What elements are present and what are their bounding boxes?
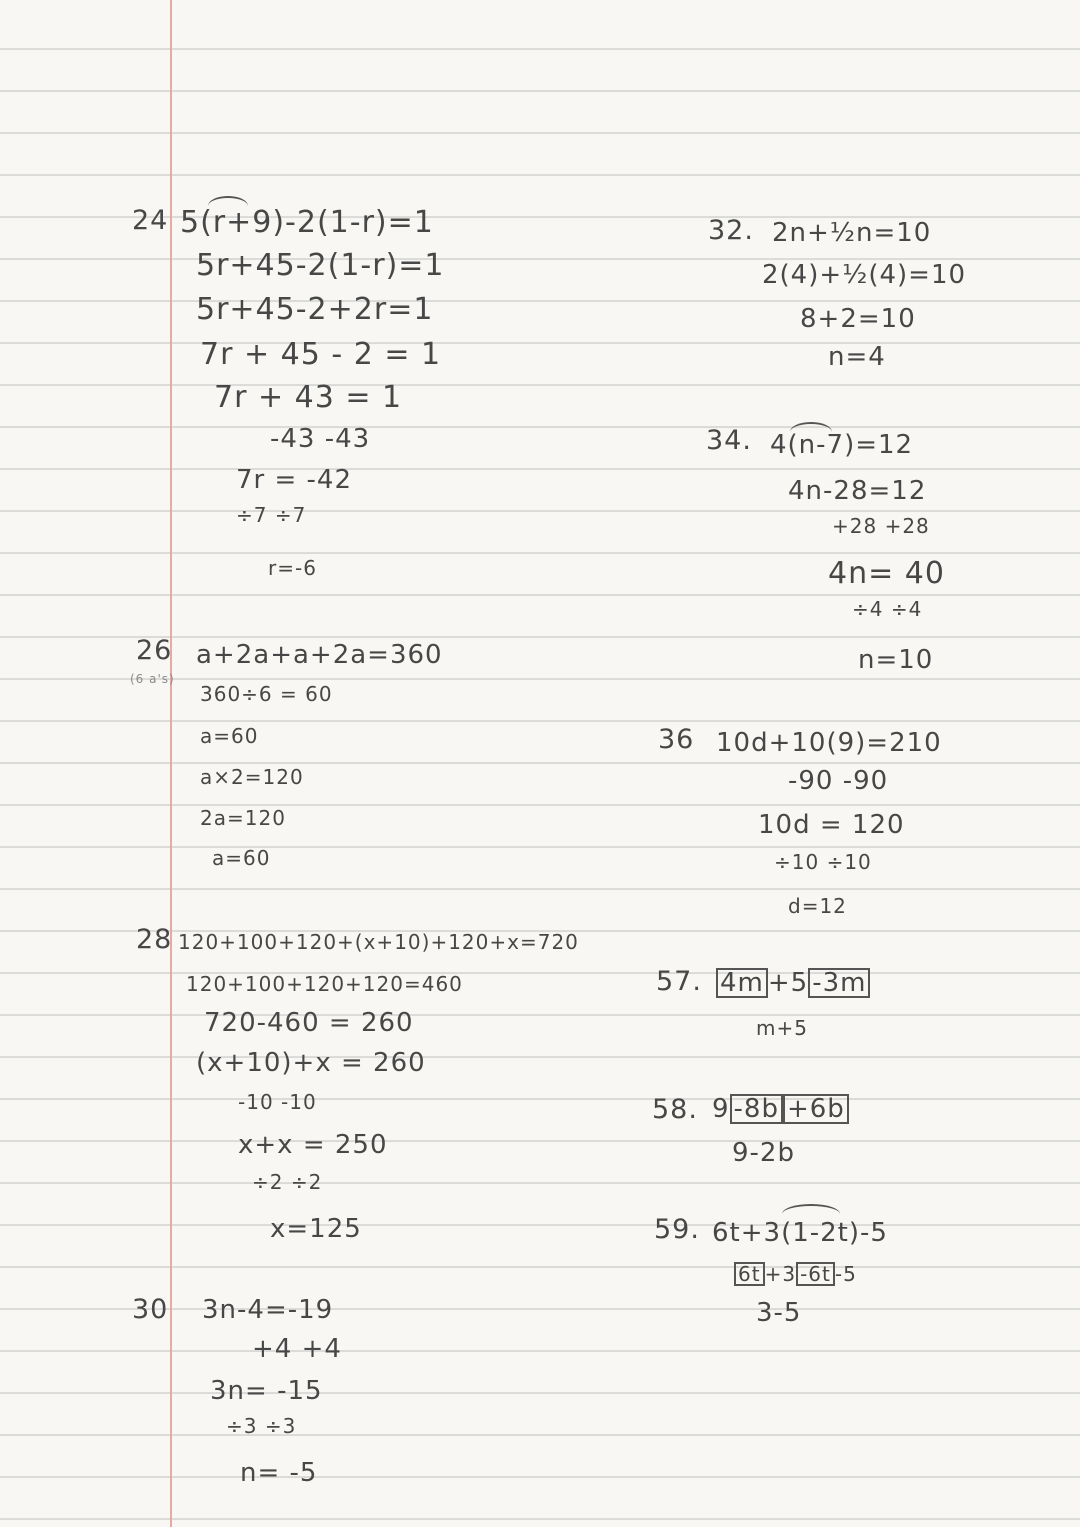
equation-line: r=-6 [268,556,317,580]
equation-line: +4 +4 [252,1334,342,1364]
equation-line: ÷3 ÷3 [226,1414,297,1438]
boxed-term: -8b [730,1094,783,1124]
equation-line: m+5 [756,1016,808,1040]
equation-line: 5(r+9)-2(1-r)=1 [180,205,434,240]
equation-line: 3n-4=-19 [202,1295,334,1325]
equation-line: ÷4 ÷4 [852,597,923,621]
problem-number: 36 [658,724,695,755]
margin-line [170,0,172,1527]
equation-line: 8+2=10 [800,304,916,334]
boxed-term: -6t [796,1262,835,1286]
equation-line: n=4 [828,342,886,372]
equation-line: 5r+45-2+2r=1 [196,292,434,327]
boxed-term: -3m [808,968,870,998]
equation-line: 360÷6 = 60 [200,682,333,706]
problem-number: 34. [706,425,752,456]
equation-line: 120+100+120+(x+10)+120+x=720 [178,930,579,954]
equation-line: ÷7 ÷7 [236,503,307,527]
equation-line: 3n= -15 [210,1376,323,1406]
problem-number: 57. [656,966,702,997]
equation-line: -43 -43 [270,424,371,454]
equation-line: x=125 [270,1214,362,1244]
equation-text: 9 [712,1094,730,1124]
equation-line: 2(4)+½(4)=10 [762,260,967,290]
equation-line: 3-5 [756,1298,802,1328]
equation-line: x+x = 250 [238,1130,388,1160]
equation-line: d=12 [788,894,847,918]
equation-line: 7r + 45 - 2 = 1 [200,337,442,372]
side-note: (6 a's) [130,672,175,686]
equation-line: 2a=120 [200,806,286,830]
equation-line: 10d+10(9)=210 [716,728,942,758]
equation-line: 10d = 120 [758,810,905,840]
equation-text: -5 [834,1262,857,1286]
problem-number: 59. [654,1214,700,1245]
equation-line: -10 -10 [238,1090,317,1114]
problem-number: 26 [136,635,173,666]
equation-line: 5r+45-2(1-r)=1 [196,248,445,283]
equation-line: n= -5 [240,1458,318,1488]
equation-line: ÷10 ÷10 [774,850,872,874]
equation-line: 120+100+120+120=460 [186,972,463,996]
equation-line: 4n= 40 [828,556,945,591]
equation-line: 4n-28=12 [788,476,927,506]
equation-line: a=60 [212,846,271,870]
problem-number: 30 [132,1294,169,1325]
equation-line [712,1094,849,1124]
equation-line: -90 -90 [788,766,889,796]
equation-text: +5 [767,968,809,998]
problem-number: 24 [132,205,169,236]
equation-line [716,968,870,998]
equation-line: 7r + 43 = 1 [214,380,403,415]
equation-line: 7r = -42 [236,465,353,495]
boxed-term: +6b [783,1094,849,1124]
equation-line: a=60 [200,724,259,748]
problem-number: 32. [708,215,754,246]
equation-line: ÷2 ÷2 [252,1170,323,1194]
equation-line: a+2a+a+2a=360 [196,640,443,670]
problem-number: 28 [136,924,173,955]
equation-line: 6t+3(1-2t)-5 [712,1218,888,1248]
boxed-term: 4m [716,968,768,998]
equation-line: 4(n-7)=12 [770,430,914,460]
equation-line: 2n+½n=10 [772,218,932,248]
problem-number: 58. [652,1094,698,1125]
equation-line: a×2=120 [200,765,304,789]
equation-line: 9-2b [732,1138,795,1168]
equation-line: +28 +28 [832,514,930,538]
equation-line: (x+10)+x = 260 [196,1048,426,1078]
boxed-term: 6t [734,1262,765,1286]
equation-line: n=10 [858,645,934,675]
equation-line [734,1262,857,1286]
equation-line: 720-460 = 260 [204,1008,414,1038]
equation-text: +3 [764,1262,797,1286]
